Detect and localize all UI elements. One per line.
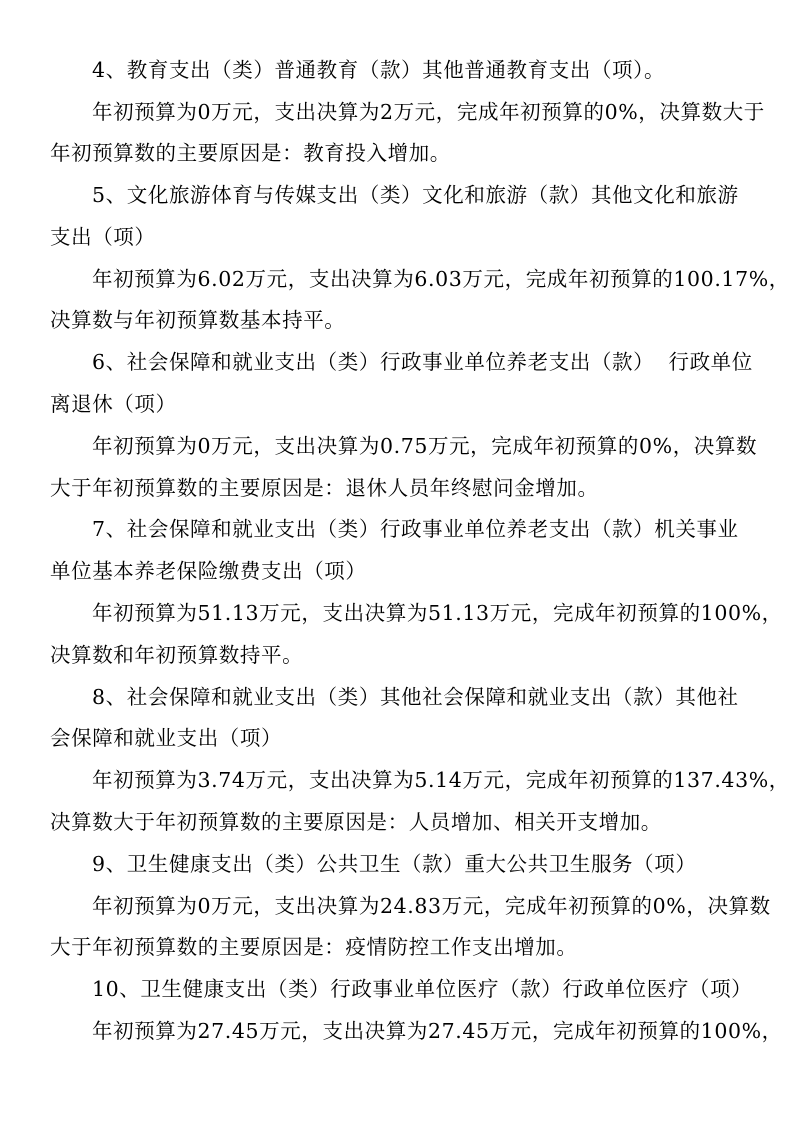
item-8-text-line-1: 年初预算为3.74万元，支出决算为5.14万元，完成年初预算的137.43%， — [92, 768, 790, 792]
item-5-text-line-2: 决算数与年初预算数基本持平。 — [50, 308, 346, 332]
item-8-text-line-2: 决算数大于年初预算数的主要原因是：人员增加、相关开支增加。 — [50, 810, 662, 834]
item-4-heading: 4、教育支出（类）普通教育（款）其他普通教育支出（项）。 — [92, 58, 666, 82]
item-8-heading-line-2: 会保障和就业支出（项） — [50, 726, 283, 750]
item-7-heading-line-2: 单位基本养老保险缴费支出（项） — [50, 559, 367, 583]
item-9-text-line-2: 大于年初预算数的主要原因是：疫情防控工作支出增加。 — [50, 935, 578, 959]
item-6-text-line-2: 大于年初预算数的主要原因是：退休人员年终慰问金增加。 — [50, 476, 599, 500]
item-5-heading-line-1: 5、文化旅游体育与传媒支出（类）文化和旅游（款）其他文化和旅游 — [92, 183, 739, 207]
item-4-text-line-2: 年初预算数的主要原因是：教育投入增加。 — [50, 141, 451, 165]
item-10-text-line-1: 年初预算为27.45万元，支出决算为27.45万元，完成年初预算的100%， — [92, 1019, 783, 1043]
item-4-text-line-1: 年初预算为0万元，支出决算为2万元，完成年初预算的0%，决算数大于 — [92, 100, 765, 124]
item-9-text-line-1: 年初预算为0万元，支出决算为24.83万元，完成年初预算的0%，决算数 — [92, 894, 771, 918]
item-10-heading: 10、卫生健康支出（类）行政事业单位医疗（款）行政单位医疗（项） — [92, 977, 753, 1001]
item-8-heading-line-1: 8、社会保障和就业支出（类）其他社会保障和就业支出（款）其他社 — [92, 685, 739, 709]
item-6-heading-line-1: 6、社会保障和就业支出（类）行政事业单位养老支出（款） 行政单位 — [92, 350, 753, 374]
item-5-text-line-1: 年初预算为6.02万元，支出决算为6.03万元，完成年初预算的100.17%， — [92, 267, 790, 291]
item-7-text-line-1: 年初预算为51.13万元，支出决算为51.13万元，完成年初预算的100%， — [92, 601, 783, 625]
item-9-heading: 9、卫生健康支出（类）公共卫生（款）重大公共卫生服务（项） — [92, 852, 697, 876]
item-5-heading-line-2: 支出（项） — [50, 225, 156, 249]
item-6-text-line-1: 年初预算为0万元，支出决算为0.75万元，完成年初预算的0%，决算数 — [92, 434, 758, 458]
item-6-heading-line-2: 离退休（项） — [50, 392, 177, 416]
item-7-heading-line-1: 7、社会保障和就业支出（类）行政事业单位养老支出（款）机关事业 — [92, 517, 739, 541]
item-7-text-line-2: 决算数和年初预算数持平。 — [50, 643, 304, 667]
